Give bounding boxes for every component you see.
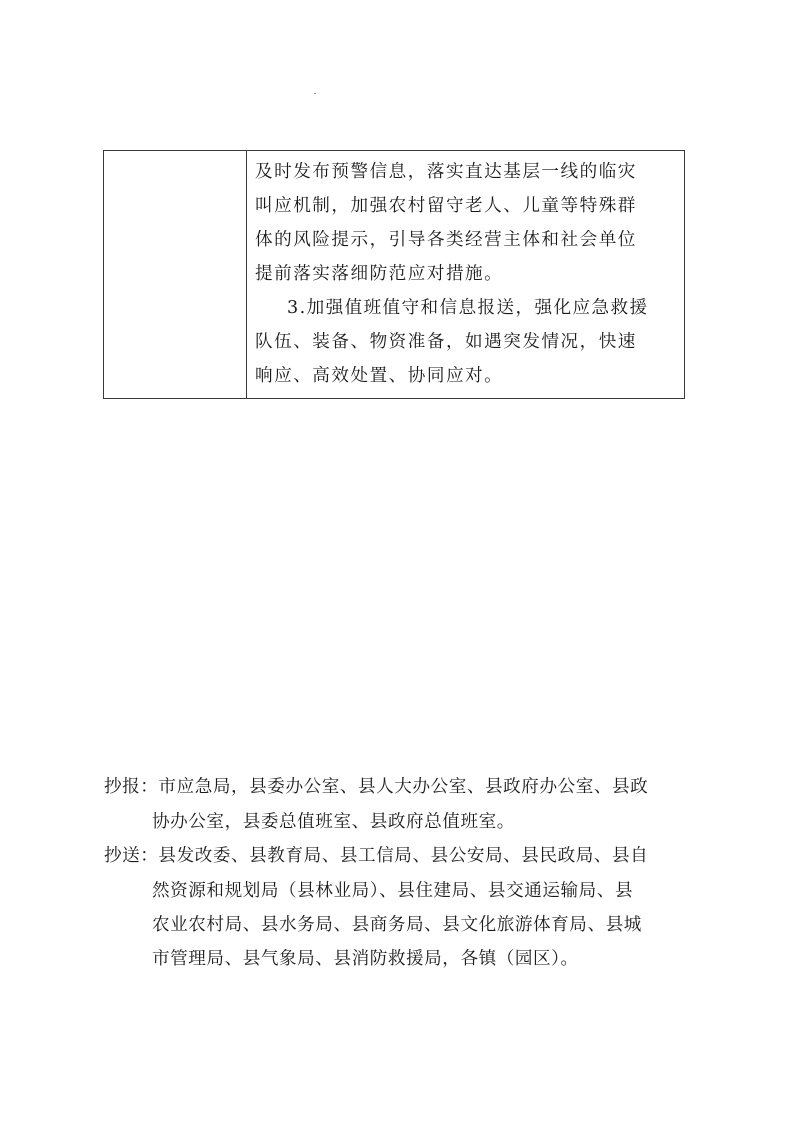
measures-table [103, 150, 685, 399]
table-left-cell [104, 151, 247, 398]
cc-send-line: 市管理局、县气象局、县消防救援局，各镇（园区）。 [152, 949, 579, 969]
cc-send-line: 抄送：县发改委、县教育局、县工信局、县公安局、县民政局、县自 [104, 846, 649, 866]
table-text-line: 队伍、装备、物资准备，如遇突发情况，快速 [255, 332, 637, 352]
cc-send-line: 然资源和规划局（县林业局）、县住建局、县交通运输局、县 [152, 881, 634, 901]
table-text-line: 及时发布预警信息，落实直达基层一线的临灾 [255, 162, 637, 182]
cc-send-line: 农业农村局、县水务局、县商务局、县文化旅游体育局、县城 [152, 915, 642, 935]
table-text-line: 响应、高效处置、协同应对。 [255, 366, 504, 386]
table-text-line: 体的风险提示，引导各类经营主体和社会单位 [255, 230, 637, 250]
cc-report-line: 抄报：市应急局，县委办公室、县人大办公室、县政府办公室、县政 [104, 777, 649, 797]
scan-speck [314, 93, 316, 94]
table-text-line: 提前落实落细防范应对措施。 [255, 264, 504, 284]
table-text-line: 3.加强值班值守和信息报送，强化应急救援 [287, 298, 649, 318]
cc-report-line: 协办公室，县委总值班室、县政府总值班室。 [152, 812, 515, 832]
table-text-line: 叫应机制，加强农村留守老人、儿童等特殊群 [255, 196, 637, 216]
table-right-cell [247, 151, 684, 398]
